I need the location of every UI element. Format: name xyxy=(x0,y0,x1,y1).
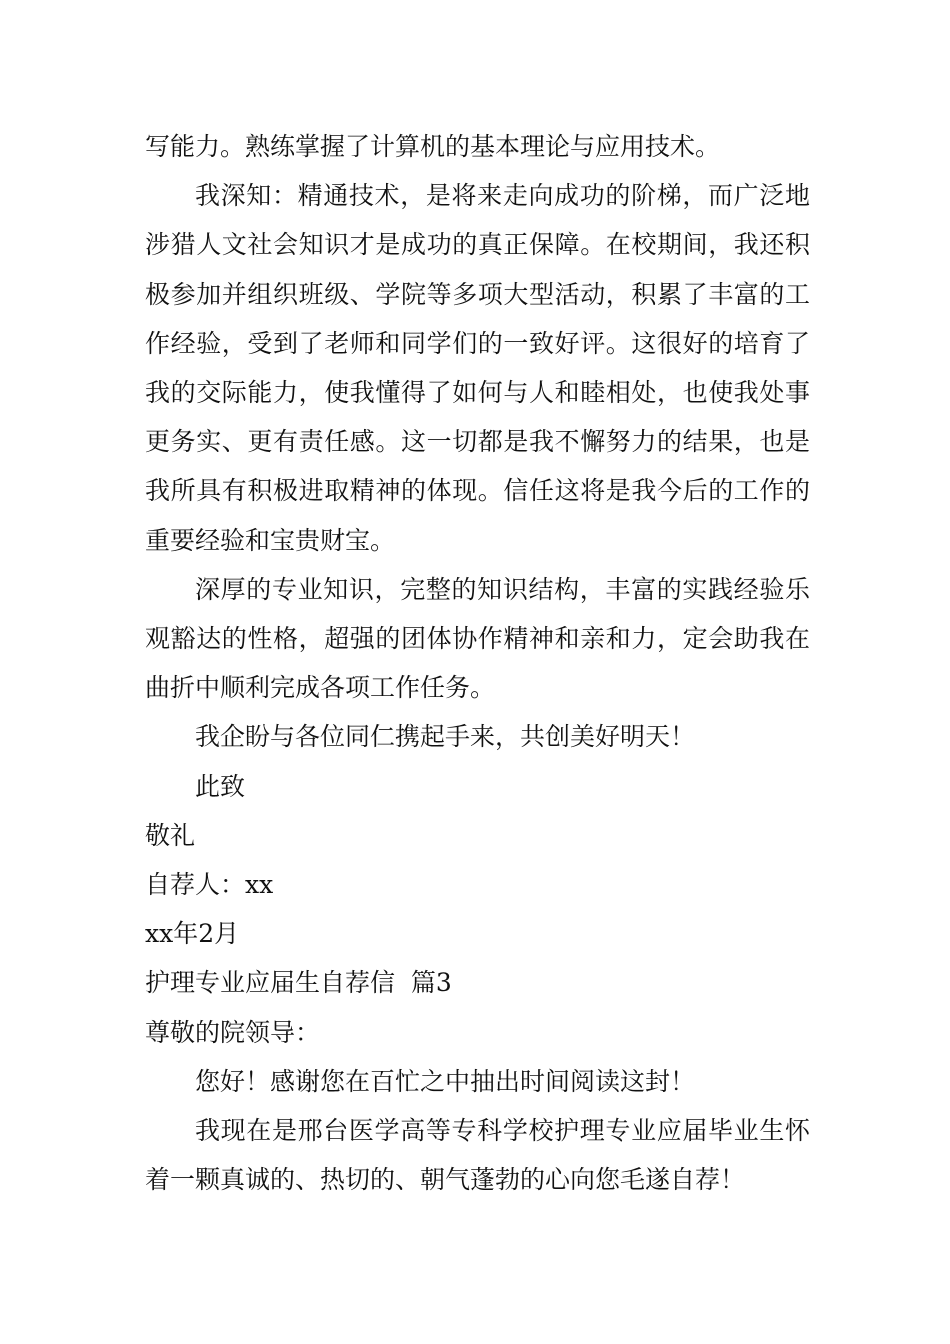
document-body xyxy=(145,122,810,1204)
paragraph-strengths: 深厚的专业知识，完整的知识结构，丰富的实践经验乐观豁达的性格，超强的团体协作精神和亲和力，定会助我在曲折中顺利完成各项工作任务。 xyxy=(145,574,810,703)
closing-salutation: 此致 xyxy=(195,771,246,801)
paragraph-thanks: 您好！感谢您在百忙之中抽出时间阅读这封！ xyxy=(195,1066,696,1096)
paragraph-continued: 写能力。熟练掌握了计算机的基本理论与应用技术。 xyxy=(145,132,721,161)
letter-greeting: 尊敬的院领导： xyxy=(145,1017,321,1047)
closing-regards: 敬礼 xyxy=(145,820,196,850)
paragraph-hope: 我企盼与各位同仁携起手来，共创美好明天！ xyxy=(195,722,696,752)
paragraph-self-knowledge: 我深知：精通技术，是将来走向成功的阶梯，而广泛地涉猎人文社会知识才是成功的真正保障。在校期间，我还积极参加并组织班级、学院等多项大型活动，积累了丰富的工作经验，受到了老师和同学们的一致好评。这很好的培育了我的交际能力，使我懂得了如何与人和睦相处，也使我处事更务实、更有责任感。这一切都是我不懈努力的结果，也是我所具有积极进取精神的体现。信任这将是我今后的工作的重要经验和宝贵财宝。 xyxy=(145,181,810,555)
section-title: 护理专业应届生自荐信 篇3 xyxy=(145,968,452,998)
signature-line: 自荐人：xx xyxy=(145,870,274,900)
date-line: xx年2月 xyxy=(145,919,240,949)
paragraph-introduction: 我现在是邢台医学高等专科学校护理专业应届毕业生怀着一颗真诚的、热切的、朝气蓬勃的心向您毛遂自荐！ xyxy=(145,1116,810,1195)
